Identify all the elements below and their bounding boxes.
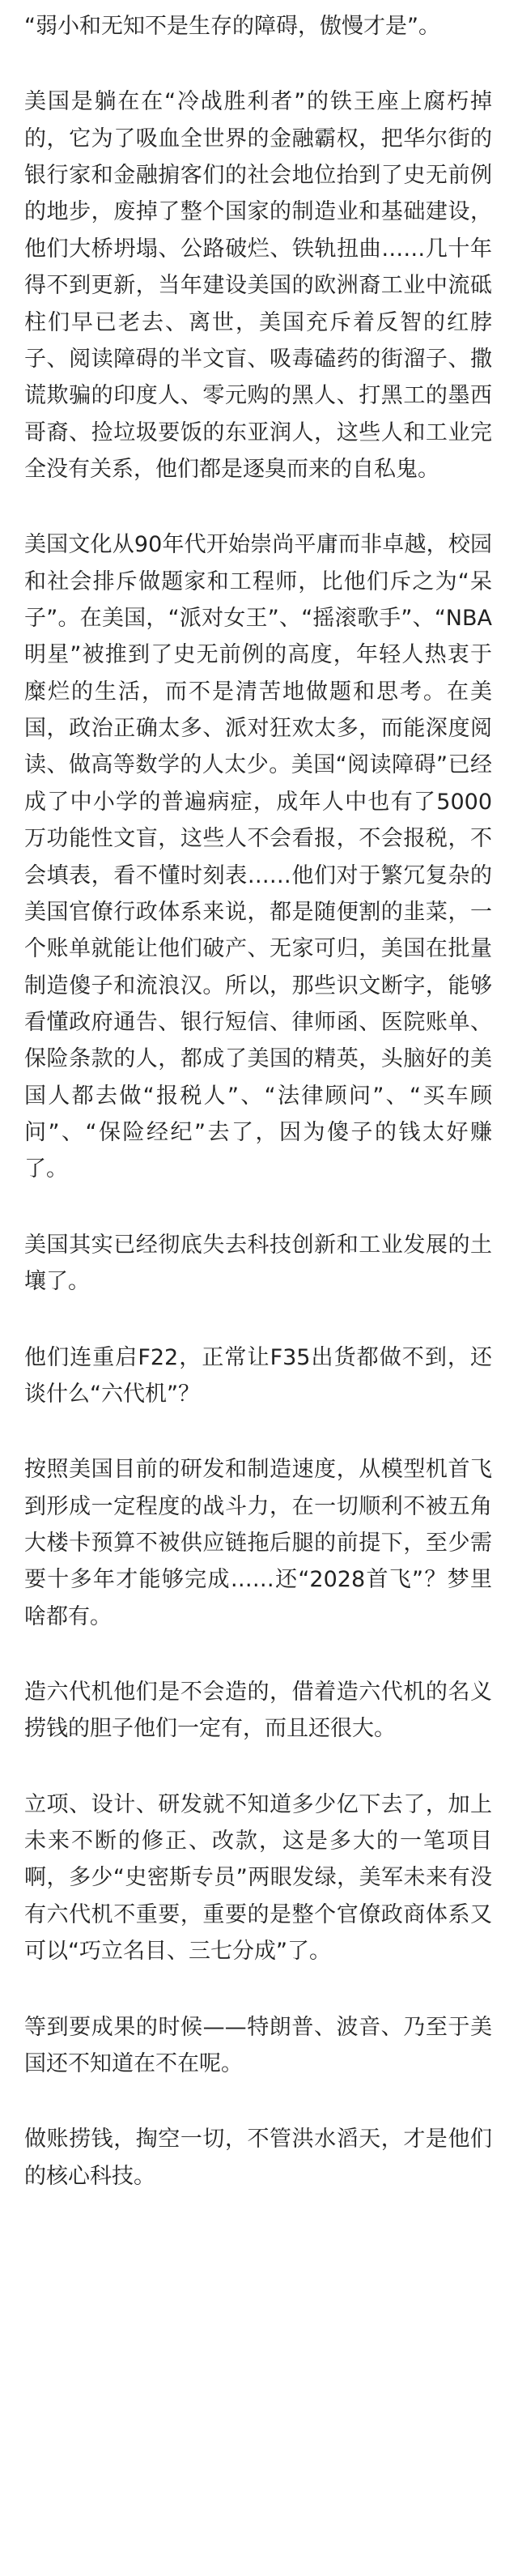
paragraph-5: 他们连重启F22，正常让F35出货都做不到，还谈什么“六代机”？ (24, 1344, 492, 1407)
paragraph-4: 美国其实已经彻底失去科技创新和工业发展的土壤了。 (24, 1232, 492, 1295)
paragraph-2: 美国是躺在在“冷战胜利者”的铁王座上腐朽掉的，它为了吸血全世界的金融霸权，把华尔街的银行家和金融掮客们的社会地位抬到了史无前例的地步，废掉了整个国家的制造业和基础建设，他们大桥坍塌、公路破烂、铁轨扭曲……几十年得不到更新，当年建设美国的欧洲裔工业中流砥柱们早已老去、离世，美国充斥着反智的红脖子、阅读障碍的半文盲、吸毒磕药的街溜子、撒谎欺骗的印度人、零元购的黑人、打黑工的墨西哥裔、捡垃圾要饭的东亚润人，这些人和工业完全没有关系，他们都是逐臭而来的自私鬼。 (24, 89, 492, 482)
paragraph-6: 按照美国目前的研发和制造速度，从模型机首飞到形成一定程度的战斗力，在一切顺利不被五角大楼卡预算不被供应链拖后腿的前提下，至少需要十多年才能够完成……还“2028首飞”？梦里啥都有。 (24, 1457, 492, 1629)
paragraph-9: 等到要成果的时候——特朗普、波音、乃至于美国还不知道在不在呢。 (24, 2014, 492, 2076)
paragraph-3: 美国文化从90年代开始崇尚平庸而非卓越，校园和社会排斥做题家和工程师，比他们斥之为“呆子”。在美国，“派对女王”、“摇滚歌手”、“NBA明星”被推到了史无前例的高度，年轻人热衷于糜烂的生活，而不是清苦地做题和思考。在美国，政治正确太多、派对狂欢太多，而能深度阅读、做高等数学的人太少。美国“阅读障碍”已经成了中小学的普遍病症，成年人中也有了5000万功能性文盲，这些人不会看报，不会报税，不会填表，看不懂时刻表……他们对于繁冗复杂的美国官僚行政体系来说，都是随便割的韭菜，一个账单就能让他们破产、无家可归，美国在批量制造傻子和流浪汉。所以，那些识文断字，能够看懂政府通告、银行短信、律师函、医院账单、保险条款的人，都成了美国的精英，头脑好的美国人都去做“报税人”、“法律顾问”、“买车顾问”、“保险经纪”去了，因为傻子的钱太好赚了。 (24, 532, 492, 1182)
paragraph-8: 立项、设计、研发就不知道多少亿下去了，加上未来不断的修正、改款，这是多大的一笔项目啊，多少“史密斯专员”两眼发绿，美军未来有没有六代机不重要，重要的是整个官僚政商体系又可以“巧立名目、三七分成”了。 (24, 1791, 492, 1965)
paragraph-7: 造六代机他们是不会造的，借着造六代机的名义捞钱的胆子他们一定有，而且还很大。 (24, 1680, 492, 1742)
paragraph-1: “弱小和无知不是生存的障碍，傲慢才是”。 (24, 14, 440, 39)
paragraph-10: 做账捞钱，掏空一切，不管洪水滔天，才是他们的核心科技。 (24, 2127, 492, 2189)
